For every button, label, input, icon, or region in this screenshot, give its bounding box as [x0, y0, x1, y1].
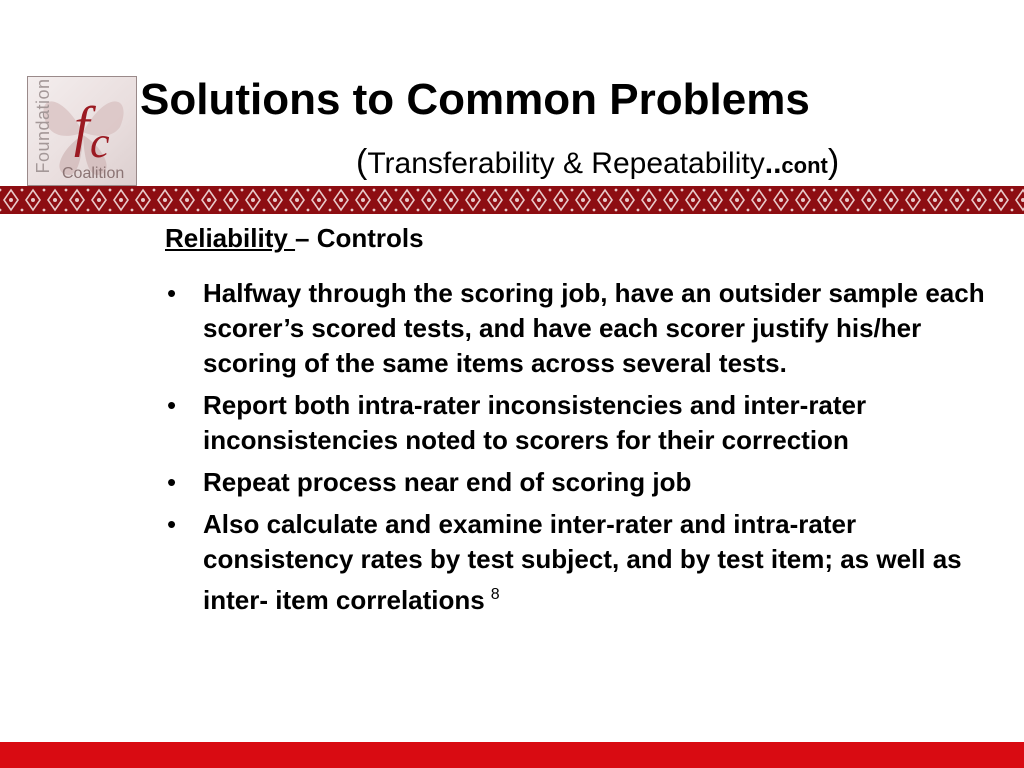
section-heading-rest: – Controls [295, 223, 424, 253]
section-heading-underlined: Reliability [165, 223, 296, 253]
bullet-text: Halfway through the scoring job, have an outsider sample each scorer’s scored tests, and have each scorer justify his/her scoring of the same items across several tests. [203, 278, 985, 378]
foundation-coalition-logo [27, 76, 137, 186]
bullet-text: Repeat process near end of scoring job [203, 467, 692, 497]
decorative-band [0, 186, 1024, 214]
subtitle-close-paren: ) [827, 143, 840, 181]
bullet-item [165, 507, 995, 618]
page-number: 8 [490, 586, 500, 603]
footer-bar [0, 742, 1024, 768]
bullet-text: Report both intra-rater inconsistencies and inter-rater inconsistencies noted to scorers for their correction [203, 390, 867, 455]
subtitle-dots: .. [764, 147, 782, 180]
bullet-dot: • [167, 467, 177, 497]
logo-vertical-text: Foundation [33, 78, 53, 174]
logo-bottom-text: Coalition [62, 165, 125, 182]
slide-title: Solutions to Common Problems [140, 75, 810, 124]
bullet-dot: • [167, 278, 177, 308]
section-heading [165, 222, 865, 254]
bullet-list [165, 276, 995, 625]
subtitle-open-paren: ( [356, 143, 368, 181]
svg-text:c: c [90, 118, 110, 167]
bullet-item [165, 388, 995, 458]
bullet-item [165, 276, 995, 381]
bullet-dot: • [167, 390, 177, 420]
slide-subtitle [356, 140, 1016, 188]
bullet-item [165, 465, 995, 500]
subtitle-text: Transferability & Repeatability [367, 147, 765, 180]
bullet-text: Also calculate and examine inter-rater and intra-rater consistency rates by test subject, and by test item; as well as inter- item correlations [203, 509, 962, 615]
subtitle-cont: cont [781, 153, 828, 178]
svg-text:f: f [74, 96, 90, 158]
bullet-dot: • [167, 509, 177, 539]
bullet-text-wrapper [203, 507, 995, 618]
